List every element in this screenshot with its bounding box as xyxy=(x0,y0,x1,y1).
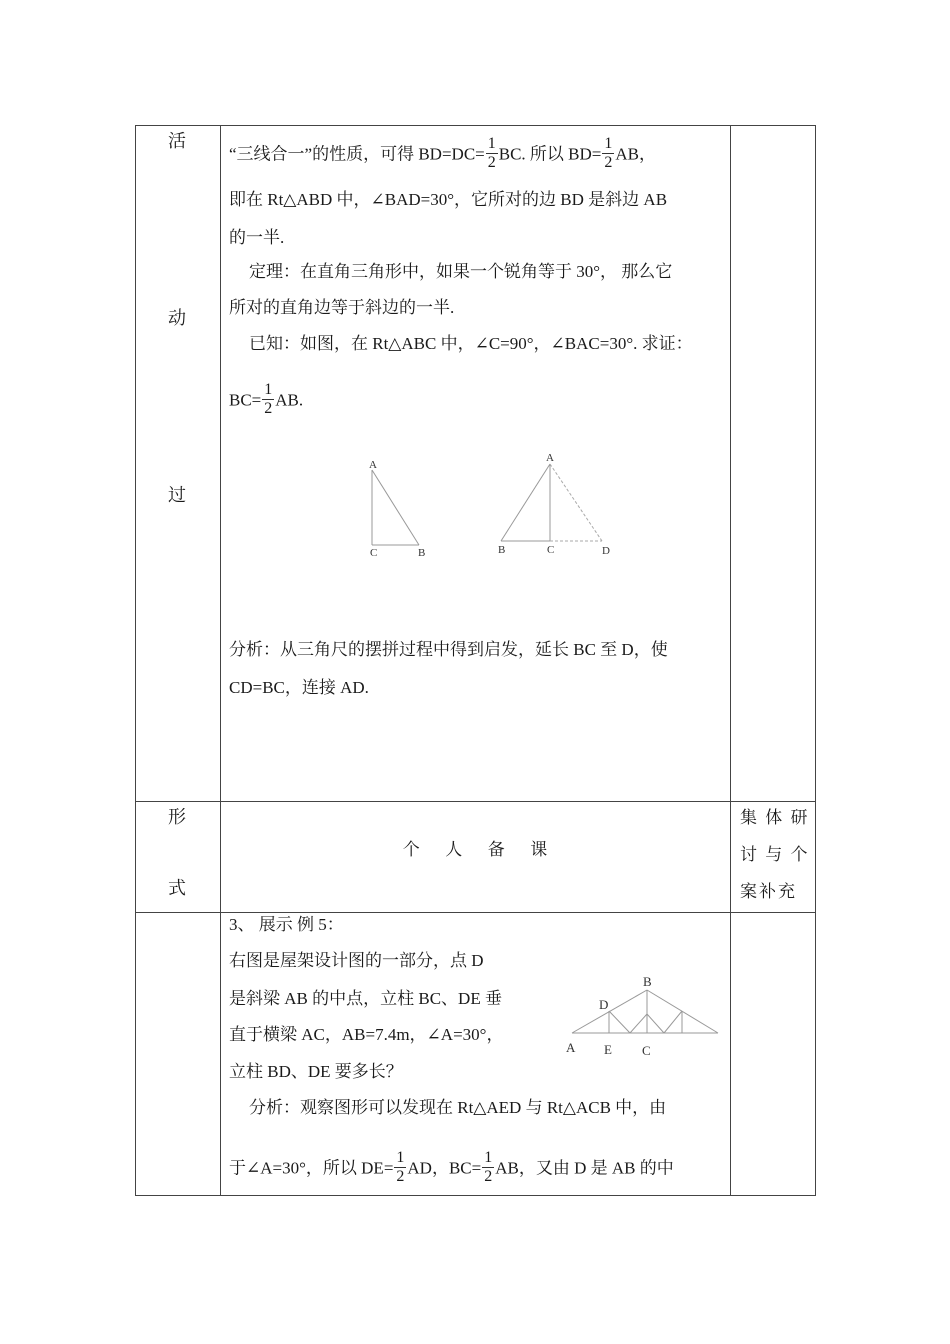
fig1-label-b: B xyxy=(418,547,426,559)
label-guo: 过 xyxy=(168,485,186,505)
sec1-given-line: 已知：如图，在 Rt△ABC 中，∠C=90°，∠BAC=30°. 求证： xyxy=(249,334,693,353)
figure-right-triangle-abc xyxy=(369,459,425,559)
fig3-label-d: D xyxy=(599,997,609,1012)
roof-truss-figure xyxy=(560,970,730,1065)
fraction-half: $\frac{1}{2}$ xyxy=(487,135,496,171)
label-shi: 式 xyxy=(168,878,186,898)
fig3-label-e: E xyxy=(604,1042,612,1057)
analysis-line2: CD=BC，连接 AD. xyxy=(229,678,369,697)
fig2-label-c: C xyxy=(547,544,555,556)
sec1-line1-part-a: “三线合一”的性质，可得 BD=DC= xyxy=(229,144,485,164)
sec1-theorem-line2: 所对的直角边等于斜边的一半. xyxy=(229,298,455,317)
column-divider-left xyxy=(220,126,221,1195)
row-divider-1 xyxy=(136,801,815,802)
group-discussion-line1: 集 体 研 xyxy=(740,808,810,827)
personal-prep-heading: 个 人 备 课 xyxy=(402,840,548,859)
triangle-figures xyxy=(360,448,620,563)
example5-line3: 直于横梁 AC，AB=7.4m，∠A=30°， xyxy=(229,1025,504,1044)
fig2-label-a: A xyxy=(546,452,554,464)
label-xing: 形 xyxy=(168,807,186,827)
sec1-prove-line xyxy=(229,383,303,420)
sec1-line3: 的一半. xyxy=(229,228,285,247)
label-huo: 活 xyxy=(168,131,186,151)
label-dong: 动 xyxy=(168,308,186,328)
group-discussion-line2: 讨 与 个 xyxy=(740,845,810,864)
sec1-line1-part-b: BC. 所以 BD= xyxy=(498,144,602,164)
example5-line4: 立柱 BD、DE 要多长？ xyxy=(229,1062,403,1081)
row-divider-2 xyxy=(136,912,815,913)
fig2-label-d: D xyxy=(602,545,610,557)
example5-analysis-line1: 分析：观察图形可以发现在 Rt△AED 与 Rt△ACB 中，由 xyxy=(249,1098,667,1117)
sec1-line1 xyxy=(229,137,656,174)
ex5-part-b: AD，BC= xyxy=(407,1158,482,1178)
sec1-line1-part-c: AB， xyxy=(615,144,657,164)
column-divider-right xyxy=(730,126,731,1195)
fig3-label-c: C xyxy=(642,1043,651,1058)
fig1-label-c: C xyxy=(370,547,378,559)
example5-line2: 是斜梁 AB 的中点，立柱 BC、DE 垂 xyxy=(229,989,502,1008)
example5-analysis-line2 xyxy=(229,1151,674,1188)
fraction-half: $\frac{1}{2}$ xyxy=(604,135,613,171)
fig2-label-b: B xyxy=(498,544,506,556)
sec1-line2: 即在 Rt△ABD 中，∠BAD=30°，它所对的边 BD 是斜边 AB xyxy=(229,190,668,209)
fraction-half: $\frac{1}{2}$ xyxy=(396,1149,405,1185)
figure-extended-triangle-abd xyxy=(498,452,610,557)
fraction-half: $\frac{1}{2}$ xyxy=(484,1149,493,1185)
group-discussion-line3: 案补充 xyxy=(740,882,797,901)
fig1-label-a: A xyxy=(369,459,377,471)
sec1-prove-part-b: AB. xyxy=(275,390,304,410)
analysis-line1: 分析：从三角尺的摆拼过程中得到启发，延长 BC 至 D，使 xyxy=(229,640,668,659)
fraction-half: $\frac{1}{2}$ xyxy=(264,381,273,417)
example5-title: 3、 展示 例 5： xyxy=(229,915,344,934)
ex5-part-c: AB，又由 D 是 AB 的中 xyxy=(495,1158,674,1178)
sec1-prove-part-a: BC= xyxy=(229,390,262,410)
ex5-part-a: 于∠A=30°，所以 DE= xyxy=(229,1158,394,1178)
example5-line1: 右图是屋架设计图的一部分，点 D xyxy=(229,951,484,970)
fig3-label-b: B xyxy=(643,974,652,989)
fig3-label-a: A xyxy=(566,1040,576,1055)
sec1-theorem-line1: 定理：在直角三角形中，如果一个锐角等于 30°， 那么它 xyxy=(249,262,673,281)
